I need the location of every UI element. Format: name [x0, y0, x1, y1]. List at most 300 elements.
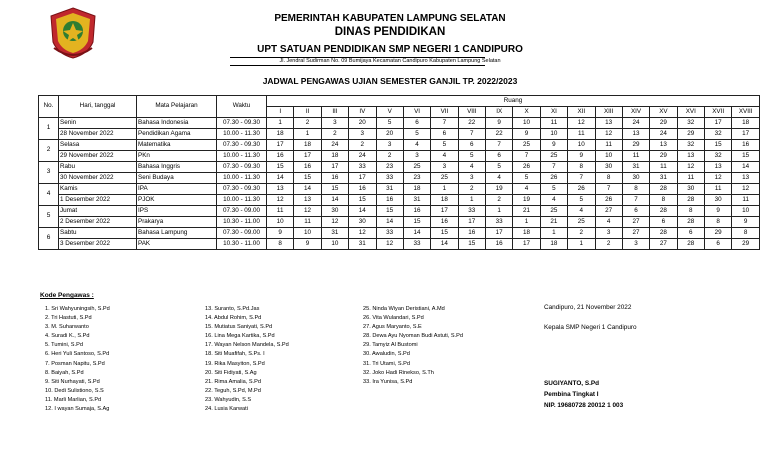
proctor-code-cell: 15 [321, 184, 348, 195]
proctor-code-cell: 14 [431, 239, 458, 250]
subject-cell: Bahasa Inggris [137, 162, 217, 173]
room-header-cell: XII [568, 107, 595, 118]
subject-cell: PAK [137, 239, 217, 250]
proctor-code-cell: 24 [650, 129, 677, 140]
time-cell: 07.30 - 09.30 [217, 118, 267, 129]
proctor-code-cell: 11 [732, 195, 760, 206]
col-header-room: Ruang [267, 96, 760, 107]
proctor-code-cell: 18 [321, 151, 348, 162]
proctor-code-cell: 12 [267, 195, 294, 206]
proctor-code-cell: 11 [540, 118, 567, 129]
proctor-legend-item: 12. I wayan Sumaja, S.Ag [45, 406, 110, 413]
proctor-code-cell: 11 [705, 184, 732, 195]
day-date: 28 November 2022 [59, 129, 137, 140]
proctor-legend-item: 3. M. Suharwanto [45, 324, 89, 331]
proctor-legend-item: 24. Lusia Karwati [205, 406, 248, 413]
room-header-cell: XI [540, 107, 567, 118]
proctor-code-cell: 4 [458, 162, 485, 173]
proctor-code-cell: 2 [568, 228, 595, 239]
proctor-code-cell: 4 [540, 195, 567, 206]
legend-column-3 [363, 305, 463, 387]
subject-cell: Bahasa Indonesia [137, 118, 217, 129]
proctor-code-cell: 29 [622, 140, 649, 151]
proctor-code-cell: 15 [705, 140, 732, 151]
proctor-code-cell: 27 [622, 217, 649, 228]
header-government: PEMERINTAH KABUPATEN LAMPUNG SELATAN [274, 13, 506, 24]
proctor-code-cell: 13 [622, 129, 649, 140]
proctor-code-cell: 2 [294, 118, 321, 129]
proctor-code-cell: 4 [595, 217, 622, 228]
proctor-legend-item: 27. Agus Maryanto, S.E [363, 324, 422, 331]
proctor-code-cell: 4 [486, 173, 513, 184]
time-cell: 07.30 - 09.30 [217, 162, 267, 173]
proctor-code-cell: 1 [458, 195, 485, 206]
proctor-code-cell: 26 [568, 184, 595, 195]
proctor-code-cell: 2 [376, 151, 403, 162]
proctor-code-cell: 29 [705, 228, 732, 239]
proctor-code-cell: 9 [294, 239, 321, 250]
proctor-code-cell: 11 [568, 129, 595, 140]
proctor-legend-item: 4. Suradi K., S.Pd [45, 333, 90, 340]
signature-rank: Pembina Tingkat I [544, 391, 599, 398]
proctor-code-cell: 29 [650, 118, 677, 129]
room-header-cell: XVIII [732, 107, 760, 118]
proctor-code-cell: 7 [431, 118, 458, 129]
proctor-code-cell: 12 [294, 206, 321, 217]
proctor-code-cell: 19 [486, 184, 513, 195]
proctor-code-cell: 27 [595, 206, 622, 217]
subject-cell: Matematika [137, 140, 217, 151]
time-cell: 10.00 - 11.30 [217, 129, 267, 140]
proctor-code-cell: 11 [294, 217, 321, 228]
header-school: UPT SATUAN PENDIDIKAN SMP NEGERI 1 CANDIPURO [257, 44, 523, 55]
proctor-code-cell: 12 [376, 239, 403, 250]
proctor-code-cell: 33 [486, 217, 513, 228]
proctor-code-cell: 15 [458, 239, 485, 250]
proctor-code-cell: 23 [403, 173, 430, 184]
proctor-code-cell: 27 [622, 228, 649, 239]
proctor-code-cell: 22 [486, 129, 513, 140]
proctor-code-cell: 28 [677, 217, 704, 228]
proctor-code-cell: 31 [376, 184, 403, 195]
time-cell: 10.30 - 11.00 [217, 217, 267, 228]
proctor-code-cell: 12 [321, 217, 348, 228]
proctor-code-cell: 16 [458, 228, 485, 239]
proctor-code-cell: 13 [267, 184, 294, 195]
row-number: 5 [39, 206, 59, 228]
table-row [39, 118, 760, 129]
proctor-code-cell: 8 [622, 184, 649, 195]
proctor-code-cell: 15 [403, 217, 430, 228]
proctor-code-cell: 6 [458, 140, 485, 151]
proctor-code-cell: 13 [650, 140, 677, 151]
proctor-code-cell: 28 [677, 195, 704, 206]
proctor-code-cell: 8 [705, 217, 732, 228]
proctor-code-cell: 23 [376, 162, 403, 173]
proctor-code-cell: 6 [431, 129, 458, 140]
room-header-cell: III [321, 107, 348, 118]
row-number: 4 [39, 184, 59, 206]
proctor-code-cell: 11 [267, 206, 294, 217]
proctor-code-cell: 17 [267, 140, 294, 151]
proctor-code-cell: 14 [294, 184, 321, 195]
proctor-code-cell: 30 [595, 162, 622, 173]
proctor-code-cell: 3 [349, 129, 376, 140]
proctor-code-cell: 5 [431, 140, 458, 151]
day-name: Sabtu [59, 228, 137, 239]
proctor-code-cell: 7 [486, 140, 513, 151]
proctor-code-cell: 7 [458, 129, 485, 140]
proctor-code-cell: 21 [513, 206, 540, 217]
proctor-code-cell: 16 [732, 140, 760, 151]
proctor-code-cell: 4 [403, 140, 430, 151]
proctor-code-cell: 6 [705, 239, 732, 250]
proctor-code-cell: 24 [321, 140, 348, 151]
header-address: Jl. Jendral Sudirman No. 09 Bumijaya Kecamatan Candipuro Kabupaten Lampung Selatan [279, 58, 501, 64]
row-number: 6 [39, 228, 59, 250]
proctor-code-cell: 32 [677, 140, 704, 151]
proctor-code-cell: 8 [650, 195, 677, 206]
signature-nip: NIP. 19680728 20012 1 003 [544, 402, 624, 409]
proctor-code-cell: 14 [732, 162, 760, 173]
proctor-code-cell: 28 [677, 239, 704, 250]
room-header-cell: XV [650, 107, 677, 118]
day-date: 29 November 2022 [59, 151, 137, 162]
col-header-no: No. [39, 96, 59, 118]
time-cell: 10.00 - 11.30 [217, 173, 267, 184]
proctor-code-cell: 13 [705, 162, 732, 173]
proctor-code-cell: 10 [513, 118, 540, 129]
document-title: JADWAL PENGAWAS UJIAN SEMESTER GANJIL TP. 2022/2023 [262, 76, 518, 86]
proctor-code-cell: 25 [540, 151, 567, 162]
proctor-code-cell: 2 [349, 140, 376, 151]
proctor-code-cell: 14 [376, 217, 403, 228]
proctor-code-cell: 20 [349, 118, 376, 129]
proctor-code-cell: 19 [513, 195, 540, 206]
time-cell: 07.30 - 09.00 [217, 228, 267, 239]
row-number: 3 [39, 162, 59, 184]
proctor-code-cell: 1 [486, 206, 513, 217]
proctor-code-cell: 28 [650, 228, 677, 239]
proctor-code-cell: 7 [513, 151, 540, 162]
header-rule-bottom [230, 65, 485, 66]
proctor-code-cell: 11 [595, 140, 622, 151]
col-header-subject: Mata Pelajaran [137, 96, 217, 118]
table-row [39, 184, 760, 195]
proctor-code-cell: 15 [732, 151, 760, 162]
proctor-legend-item: 17. Wayan Nelson Mandela, S.Pd [205, 342, 289, 349]
signature-role: Kepala SMP Negeri 1 Candipuro [544, 324, 637, 331]
proctor-code-cell: 6 [650, 217, 677, 228]
proctor-code-cell: 5 [458, 151, 485, 162]
proctor-code-cell: 9 [267, 228, 294, 239]
proctor-code-cell: 25 [540, 206, 567, 217]
proctor-code-cell: 15 [267, 162, 294, 173]
proctor-code-cell: 33 [376, 228, 403, 239]
proctor-legend-item: 6. Heri Yuli Santoso, S.Pd [45, 351, 110, 358]
proctor-code-cell: 6 [622, 206, 649, 217]
signature-place-date: Candipuro, 21 November 2022 [544, 304, 632, 311]
proctor-code-cell: 31 [321, 228, 348, 239]
proctor-legend-item: 22. Teguh, S.Pd, M.Pd [205, 387, 261, 394]
time-cell: 07.30 - 09.30 [217, 140, 267, 151]
proctor-legend-item: 30. Awaludin, S.Pd [363, 351, 410, 358]
proctor-code-cell: 6 [486, 151, 513, 162]
proctor-legend-item: 28. Dewa Ayu Nyoman Budi Astuti, S.Pd [363, 333, 464, 340]
proctor-code-cell: 9 [568, 151, 595, 162]
proctor-code-cell: 3 [321, 118, 348, 129]
proctor-code-cell: 31 [622, 162, 649, 173]
proctor-code-cell: 32 [705, 151, 732, 162]
proctor-code-cell: 5 [568, 195, 595, 206]
proctor-legend-item: 11. Marli Marlian, S.Pd [45, 396, 102, 403]
proctor-code-cell: 30 [321, 206, 348, 217]
subject-cell: Prakarya [137, 217, 217, 228]
proctor-legend-item: 5. Tumini, S.Pd [45, 342, 83, 349]
proctor-legend-item: 21. Rima Amalia, S.Pd [205, 378, 261, 385]
proctor-code-cell: 17 [458, 217, 485, 228]
proctor-code-cell: 16 [294, 162, 321, 173]
proctor-code-cell: 10 [595, 151, 622, 162]
proctor-code-cell: 10 [294, 228, 321, 239]
proctor-legend-item: 31. Tri Utami, S.Pd [363, 360, 410, 367]
room-header-cell: XIV [622, 107, 649, 118]
proctor-code-cell: 31 [349, 239, 376, 250]
table-row [39, 239, 760, 250]
proctor-code-cell: 1 [267, 118, 294, 129]
proctor-code-cell: 12 [349, 228, 376, 239]
proctor-code-cell: 28 [650, 184, 677, 195]
proctor-legend-item: 7. Posman Napitu, S.Pd [45, 360, 105, 367]
col-header-time: Waktu [217, 96, 267, 118]
proctor-code-cell: 29 [677, 129, 704, 140]
proctor-code-cell: 17 [294, 151, 321, 162]
subject-cell: PJOK [137, 195, 217, 206]
proctor-code-cell: 15 [349, 195, 376, 206]
proctor-code-cell: 26 [595, 195, 622, 206]
table-row [39, 217, 760, 228]
proctor-code-cell: 1 [540, 228, 567, 239]
proctor-legend-item: 14. Abdul Rohim, S.Pd [205, 315, 262, 322]
proctor-code-cell: 22 [458, 118, 485, 129]
proctor-code-cell: 7 [568, 173, 595, 184]
proctor-code-cell: 12 [677, 162, 704, 173]
proctor-code-cell: 3 [403, 151, 430, 162]
proctor-code-cell: 7 [540, 162, 567, 173]
proctor-code-cell: 16 [321, 173, 348, 184]
legend-title: Kode Pengawas : [40, 292, 94, 299]
proctor-code-cell: 1 [431, 184, 458, 195]
time-cell: 10.30 - 11.00 [217, 239, 267, 250]
subject-cell: IPA [137, 184, 217, 195]
proctor-code-cell: 16 [486, 239, 513, 250]
proctor-code-cell: 8 [267, 239, 294, 250]
proctor-code-cell: 1 [513, 217, 540, 228]
day-name: Kamis [59, 184, 137, 195]
subject-cell: Bahasa Lampung [137, 228, 217, 239]
proctor-code-cell: 31 [650, 173, 677, 184]
proctor-code-cell: 17 [349, 173, 376, 184]
proctor-code-cell: 10 [568, 140, 595, 151]
proctor-code-cell: 12 [705, 173, 732, 184]
proctor-code-cell: 6 [677, 228, 704, 239]
proctor-code-cell: 3 [431, 162, 458, 173]
proctor-code-cell: 4 [513, 184, 540, 195]
proctor-legend-item: 10. Dedi Sulistiono, S.S [45, 387, 104, 394]
proctor-code-cell: 28 [650, 206, 677, 217]
day-name: Senin [59, 118, 137, 129]
subject-cell: Seni Budaya [137, 173, 217, 184]
proctor-code-cell: 16 [403, 206, 430, 217]
proctor-legend-item: 32. Joko Hadi Rinekso, S.Th [363, 369, 434, 376]
proctor-code-cell: 9 [486, 118, 513, 129]
proctor-legend-item: 23. Wahyudin, S.S [205, 396, 252, 403]
proctor-code-cell: 18 [732, 118, 760, 129]
proctor-code-cell: 18 [403, 184, 430, 195]
proctor-code-cell: 1 [568, 239, 595, 250]
day-name: Jumat [59, 206, 137, 217]
proctor-code-cell: 29 [732, 239, 760, 250]
proctor-code-cell: 16 [267, 151, 294, 162]
proctor-code-cell: 13 [677, 151, 704, 162]
legend-column-2 [205, 305, 289, 414]
day-date: 30 November 2022 [59, 173, 137, 184]
row-number: 1 [39, 118, 59, 140]
table-row [39, 228, 760, 239]
proctor-code-cell: 8 [595, 173, 622, 184]
proctor-code-cell: 18 [431, 195, 458, 206]
time-cell: 07.30 - 09.30 [217, 184, 267, 195]
proctor-code-cell: 33 [458, 206, 485, 217]
proctor-schedule-table [38, 95, 760, 250]
room-header-cell: VIII [458, 107, 485, 118]
proctor-legend-item: 1. Sri Wahyuningsih, S.Pd [45, 306, 110, 312]
proctor-code-cell: 14 [403, 228, 430, 239]
proctor-code-cell: 32 [705, 129, 732, 140]
proctor-code-cell: 16 [431, 217, 458, 228]
room-header-cell: VI [403, 107, 430, 118]
time-cell: 10.00 - 11.30 [217, 195, 267, 206]
proctor-code-cell: 12 [568, 118, 595, 129]
room-header-cell: X [513, 107, 540, 118]
proctor-code-cell: 25 [431, 173, 458, 184]
proctor-code-cell: 5 [486, 162, 513, 173]
proctor-code-cell: 10 [732, 206, 760, 217]
proctor-legend-item: 29. Tamyiz Al Bustomi [363, 342, 418, 349]
table-row [39, 151, 760, 162]
proctor-code-cell: 17 [513, 239, 540, 250]
proctor-code-cell: 17 [705, 118, 732, 129]
proctor-code-cell: 18 [540, 239, 567, 250]
proctor-code-cell: 16 [376, 195, 403, 206]
proctor-code-cell: 30 [622, 173, 649, 184]
day-date: 3 Desember 2022 [59, 239, 137, 250]
proctor-code-cell: 1 [294, 129, 321, 140]
proctor-code-cell: 7 [622, 195, 649, 206]
proctor-code-cell: 9 [513, 129, 540, 140]
proctor-code-cell: 12 [732, 184, 760, 195]
time-cell: 10.00 - 11.30 [217, 151, 267, 162]
table-row [39, 173, 760, 184]
proctor-code-cell: 18 [513, 228, 540, 239]
proctor-code-cell: 15 [294, 173, 321, 184]
proctor-legend-item: 20. Siti Fidiyati, S.Ag [205, 369, 257, 376]
proctor-code-cell: 21 [540, 217, 567, 228]
proctor-code-cell: 5 [403, 129, 430, 140]
proctor-code-cell: 5 [513, 173, 540, 184]
proctor-code-cell: 32 [677, 118, 704, 129]
proctor-code-cell: 2 [486, 195, 513, 206]
proctor-legend-item: 8. Baiyah, S.Pd [45, 369, 84, 376]
regency-logo [48, 6, 98, 60]
subject-cell: PKn [137, 151, 217, 162]
proctor-code-cell: 18 [294, 140, 321, 151]
subject-cell: Pendidikan Agama [137, 129, 217, 140]
proctor-code-cell: 3 [458, 173, 485, 184]
room-header-cell: V [376, 107, 403, 118]
proctor-legend-item: 15. Mutiatus Saniyati, S.Pd [205, 324, 273, 331]
subject-cell: IPS [137, 206, 217, 217]
proctor-code-cell: 2 [595, 239, 622, 250]
proctor-code-cell: 4 [568, 206, 595, 217]
col-header-day: Hari, tanggal [59, 96, 137, 118]
proctor-code-cell: 13 [732, 173, 760, 184]
proctor-code-cell: 17 [431, 206, 458, 217]
proctor-code-cell: 11 [677, 173, 704, 184]
proctor-code-cell: 8 [677, 206, 704, 217]
proctor-code-cell: 29 [650, 151, 677, 162]
proctor-code-cell: 6 [403, 118, 430, 129]
room-header-cell: IX [486, 107, 513, 118]
proctor-code-cell: 3 [376, 140, 403, 151]
proctor-code-cell: 10 [540, 129, 567, 140]
signature-name: SUGIYANTO, S.Pd [544, 380, 600, 387]
proctor-code-cell: 18 [267, 129, 294, 140]
proctor-legend-item: 25. Ninda Wiyan Deristiani, A.Md [363, 306, 445, 312]
day-date: 2 Desember 2022 [59, 217, 137, 228]
proctor-code-cell: 8 [732, 228, 760, 239]
proctor-code-cell: 17 [732, 129, 760, 140]
proctor-code-cell: 25 [513, 140, 540, 151]
proctor-code-cell: 33 [376, 173, 403, 184]
proctor-code-cell: 3 [622, 239, 649, 250]
room-header-cell: XVI [677, 107, 704, 118]
proctor-code-cell: 8 [568, 162, 595, 173]
proctor-code-cell: 26 [513, 162, 540, 173]
proctor-code-cell: 3 [595, 228, 622, 239]
proctor-code-cell: 10 [321, 239, 348, 250]
proctor-code-cell: 15 [376, 206, 403, 217]
proctor-code-cell: 33 [349, 162, 376, 173]
proctor-code-cell: 12 [595, 129, 622, 140]
proctor-legend-item: 19. Rika Masyiton, S.Pd [205, 360, 265, 367]
proctor-legend-item: 26. Vita Wulandari, S.Pd [363, 315, 424, 322]
row-number: 2 [39, 140, 59, 162]
time-cell: 07.30 - 09.00 [217, 206, 267, 217]
proctor-code-cell: 2 [458, 184, 485, 195]
room-header-cell: IV [349, 107, 376, 118]
proctor-code-cell: 30 [705, 195, 732, 206]
room-header-cell: VII [431, 107, 458, 118]
proctor-code-cell: 25 [403, 162, 430, 173]
room-header-cell: XVII [705, 107, 732, 118]
proctor-code-cell: 9 [705, 206, 732, 217]
proctor-code-cell: 7 [595, 184, 622, 195]
proctor-legend-item: 33. Ira Yunisa, S.Pd [363, 378, 413, 385]
proctor-code-cell: 5 [376, 118, 403, 129]
proctor-code-cell: 11 [650, 162, 677, 173]
table-row [39, 195, 760, 206]
